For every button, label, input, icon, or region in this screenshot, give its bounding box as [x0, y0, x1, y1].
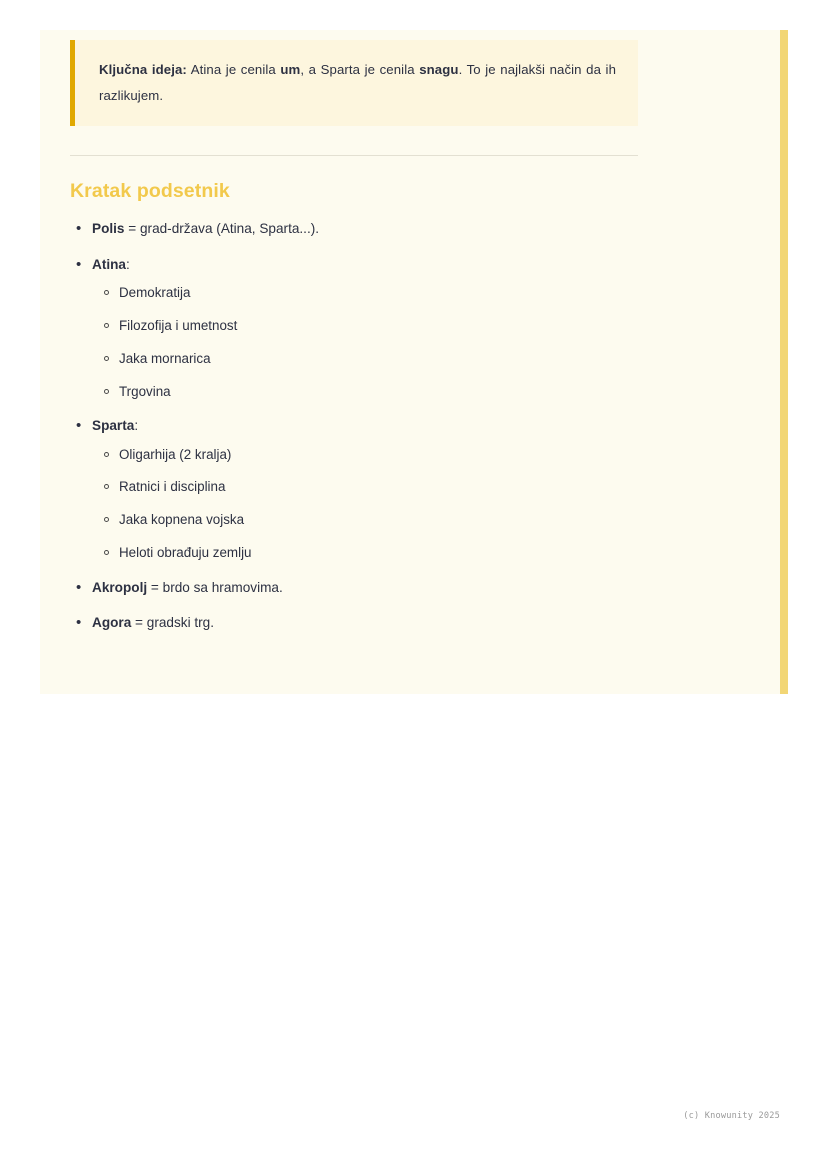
list-item-term: Sparta: [92, 418, 135, 434]
page-content: [70, 40, 642, 649]
sub-list: [92, 446, 642, 563]
sub-list-item: Heloti obrađuju zemlju: [92, 544, 642, 563]
list-item-term: Agora: [92, 615, 132, 631]
list-item: [70, 219, 642, 239]
list-item: [70, 416, 642, 562]
key-idea-label: Ključna ideja:: [99, 62, 187, 77]
list-item-rest: = brdo sa hramovima.: [147, 579, 283, 595]
key-idea-bold-1: um: [280, 62, 301, 77]
key-idea-callout: [70, 40, 638, 126]
list-item: [70, 578, 642, 598]
section-title: Kratak podsetnik: [70, 180, 230, 203]
list-item: [70, 255, 642, 401]
footer-copyright: (c) Knowunity 2025: [683, 1111, 780, 1121]
list-item-term: Polis: [92, 221, 125, 237]
key-idea-part-1: Atina je cenila: [186, 62, 281, 77]
summary-list: [70, 219, 642, 633]
document-page: [40, 30, 788, 694]
sub-list-item: Trgovina: [92, 383, 642, 402]
sub-list-item: Demokratija: [92, 284, 642, 303]
sub-list: [92, 284, 642, 401]
sub-list-item: Ratnici i disciplina: [92, 478, 642, 497]
list-item: [70, 613, 642, 633]
list-item-rest: :: [125, 256, 130, 272]
sub-list-item: Jaka kopnena vojska: [92, 511, 642, 530]
key-idea-text: [99, 57, 616, 108]
list-item-term: Atina: [92, 256, 126, 272]
list-item-term: Akropolj: [92, 579, 148, 595]
sub-list-item: Filozofija i umetnost: [92, 317, 642, 336]
page-accent-stripe: [780, 30, 788, 694]
sub-list-item: Jaka mornarica: [92, 350, 642, 369]
section-divider: [70, 155, 638, 156]
key-idea-bold-2: snagu: [419, 62, 459, 77]
list-item-rest: :: [134, 418, 139, 434]
list-item-rest: = grad-država (Atina, Sparta...).: [124, 221, 320, 237]
list-item-rest: = gradski trg.: [131, 615, 215, 631]
sub-list-item: Oligarhija (2 kralja): [92, 446, 642, 465]
key-idea-part-3: . To je najlakši način da ih razlikujem.: [99, 62, 617, 103]
key-idea-part-2: , a Sparta je cenila: [300, 62, 420, 77]
